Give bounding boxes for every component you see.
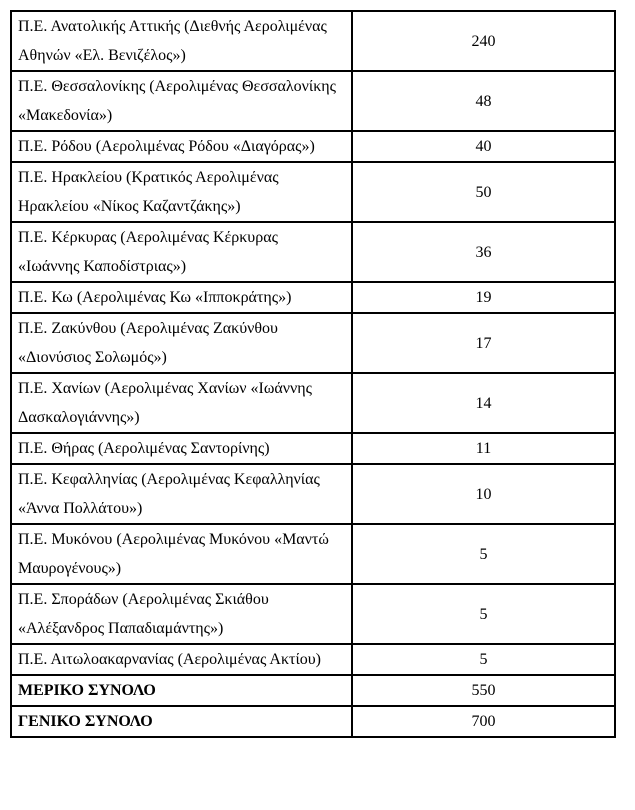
value-cell: 50 xyxy=(352,162,615,222)
region-cell: Π.Ε. Ανατολικής Αττικής (Διεθνής Αερολιμένας Αθηνών «Ελ. Βενιζέλος») xyxy=(11,11,352,71)
region-cell: Π.Ε. Κεφαλληνίας (Αερολιμένας Κεφαλληνίας «Άννα Πολλάτου») xyxy=(11,464,352,524)
table-row xyxy=(11,706,615,737)
value-cell: 5 xyxy=(352,524,615,584)
value-cell: 5 xyxy=(352,584,615,644)
value-cell: 19 xyxy=(352,282,615,313)
value-cell: 14 xyxy=(352,373,615,433)
region-cell: Π.Ε. Κέρκυρας (Αερολιμένας Κέρκυρας «Ιωάννης Καποδίστριας») xyxy=(11,222,352,282)
table-row xyxy=(11,464,615,524)
table-row xyxy=(11,11,615,71)
value-cell: 5 xyxy=(352,644,615,675)
value-cell: 17 xyxy=(352,313,615,373)
region-cell: Π.Ε. Αιτωλοακαρνανίας (Αερολιμένας Ακτίου) xyxy=(11,644,352,675)
table-row xyxy=(11,433,615,464)
airports-staffing-table-body xyxy=(11,11,615,737)
region-cell: Π.Ε. Ζακύνθου (Αερολιμένας Ζακύνθου «Διονύσιος Σολωμός») xyxy=(11,313,352,373)
region-cell: Π.Ε. Χανίων (Αερολιμένας Χανίων «Ιωάννης Δασκαλογιάννης») xyxy=(11,373,352,433)
table-row xyxy=(11,282,615,313)
value-cell: 11 xyxy=(352,433,615,464)
region-cell: Π.Ε. Κω (Αερολιμένας Κω «Ιπποκράτης») xyxy=(11,282,352,313)
value-cell: 10 xyxy=(352,464,615,524)
table-row xyxy=(11,373,615,433)
region-cell: Π.Ε. Θήρας (Αερολιμένας Σαντορίνης) xyxy=(11,433,352,464)
table-row xyxy=(11,71,615,131)
table-row xyxy=(11,675,615,706)
table-row xyxy=(11,644,615,675)
value-cell: 550 xyxy=(352,675,615,706)
value-cell: 700 xyxy=(352,706,615,737)
region-cell: Π.Ε. Μυκόνου (Αερολιμένας Μυκόνου «Μαντώ Μαυρογένους») xyxy=(11,524,352,584)
region-cell: ΜΕΡΙΚΟ ΣΥΝΟΛΟ xyxy=(11,675,352,706)
airports-staffing-table xyxy=(10,10,616,738)
value-cell: 240 xyxy=(352,11,615,71)
region-cell: Π.Ε. Ρόδου (Αερολιμένας Ρόδου «Διαγόρας») xyxy=(11,131,352,162)
region-cell: Π.Ε. Σποράδων (Αερολιμένας Σκιάθου «Αλέξανδρος Παπαδιαμάντης») xyxy=(11,584,352,644)
region-cell: Π.Ε. Θεσσαλονίκης (Αερολιμένας Θεσσαλονίκης «Μακεδονία») xyxy=(11,71,352,131)
value-cell: 48 xyxy=(352,71,615,131)
table-row xyxy=(11,222,615,282)
region-cell: Π.Ε. Ηρακλείου (Κρατικός Αερολιμένας Ηρακλείου «Νίκος Καζαντζάκης») xyxy=(11,162,352,222)
value-cell: 36 xyxy=(352,222,615,282)
table-row xyxy=(11,584,615,644)
region-cell: ΓΕΝΙΚΟ ΣΥΝΟΛΟ xyxy=(11,706,352,737)
table-row xyxy=(11,313,615,373)
table-row xyxy=(11,162,615,222)
value-cell: 40 xyxy=(352,131,615,162)
table-row xyxy=(11,131,615,162)
table-row xyxy=(11,524,615,584)
